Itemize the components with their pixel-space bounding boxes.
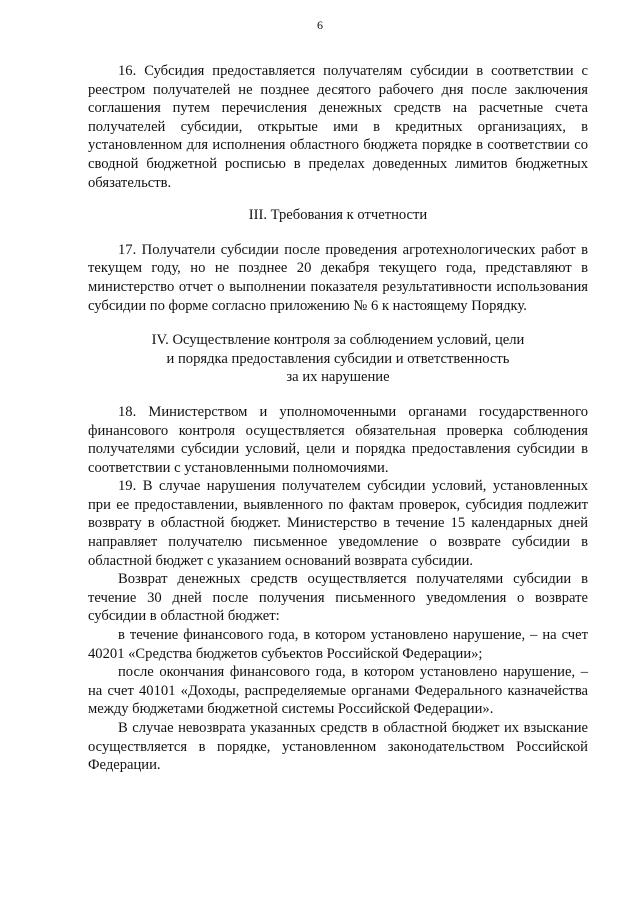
paragraph-return-of-funds: Возврат денежных средств осуществляется получателями субсидии в течение 30 дней после получения письменного уведомления о возврате субсидии в областной бюджет: [88, 571, 588, 625]
spacer [88, 225, 588, 241]
spacer [88, 315, 588, 331]
document-body [88, 62, 588, 775]
section-heading-4-line-2: и порядка предоставления субсидии и ответственность [166, 350, 510, 367]
section-heading-4-line-1: IV. Осуществление контроля за соблюдением условий, цели [151, 332, 525, 349]
section-heading-3: III. Требования к отчетности [248, 207, 428, 224]
paragraph-16: 16. Субсидия предоставляется получателям субсидии в соответствии с реестром получателей не позднее десятого рабочего дня после заключения соглашения путем перечисления денежных средств на расчетные счета получателей субсидии, открытые ими в кредитных организациях, в установленном для исполнения областного бюджета порядке в соответствии со сводной бюджетной росписью в пределах доведенных лимитов бюджетных обязательств. [88, 63, 588, 191]
spacer [88, 192, 588, 206]
section-heading-4-line-3: за их нарушение [286, 369, 390, 386]
paragraph-18: 18. Министерством и уполномоченными органами государственного финансового контроля осуществляется обязательная проверка соблюдения получателями субсидии условий, цели и порядка предоставления субсидии в соответствии с установленными полномочиями. [88, 403, 588, 476]
paragraph-17: 17. Получатели субсидии после проведения агротехнологических работ в текущем году, но не позднее 20 декабря текущего года, представляют в министерство отчет о выполнении показателя результативности использования субсидии по форме согласно приложению № 6 к настоящему Порядку. [88, 241, 588, 314]
paragraph-after-financial-year: после окончания финансового года, в котором установлено нарушение, – на счет 40101 «Доходы, распределяемые органами Федерального казначейства между бюджетами бюджетной системы Российской Федерации». [88, 664, 588, 718]
section-heading-4 [88, 331, 588, 387]
paragraph-non-return: В случае невозврата указанных средств в областной бюджет их взыскание осуществляется в порядке, установленном законодательством Российской Федерации. [88, 720, 588, 774]
paragraph-19: 19. В случае нарушения получателем субсидии условий, установленных при ее предоставлении, выявленного по фактам проверок, субсидия подлежит возврату в областной бюджет. Министерство в течение 15 календарных дней направляет получателю письменное уведомление о возврате субсидии в областной бюджет с указанием оснований возврата субсидии. [88, 478, 588, 569]
spacer [88, 387, 588, 403]
page-number: 6 [317, 18, 323, 32]
paragraph-during-financial-year: в течение финансового года, в котором установлено нарушение, – на счет 40201 «Средства бюджетов субъектов Российской Федерации»; [88, 627, 588, 662]
